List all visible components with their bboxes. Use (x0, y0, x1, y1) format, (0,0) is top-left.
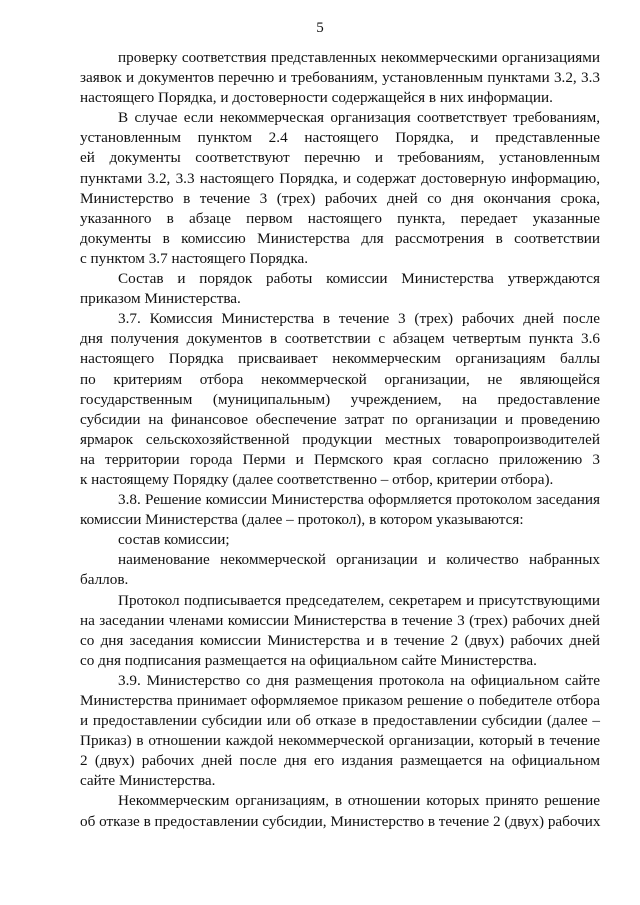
text-line: указанного в абзаце первом настоящего пункта, передает указанные (80, 209, 600, 227)
text-line: 3.9. Министерство со дня размещения протокола на официальном сайте (118, 671, 600, 689)
text-line: В случае если некоммерческая организация соответствует требованиям, (118, 109, 600, 127)
document-body (80, 48, 600, 832)
paragraph (80, 490, 600, 530)
text-line: и предоставлении субсидии или об отказе в предоставлении субсидии (далее – (80, 712, 600, 730)
text-line: проверку соответствия представленных некоммерческими организациями (118, 49, 600, 66)
text-line: документы в комиссию Министерства для рассмотрения в соответствии (80, 229, 600, 247)
text-line: комиссии Министерства (далее – протокол), в котором указываются: (80, 511, 524, 529)
text-line: заявок и документов перечню и требованиям, установленным пунктами 3.2, 3.3 (80, 69, 600, 87)
text-line: Некоммерческим организациям, в отношении которых принято решение (118, 792, 600, 810)
page-number: 5 (316, 20, 324, 36)
text-line: Состав и порядок работы комиссии Министерства утверждаются (118, 270, 600, 288)
text-line: пунктами 3.2, 3.3 настоящего Порядка, и содержат достоверную информацию, (80, 169, 600, 187)
text-line: приказом Министерства. (80, 290, 241, 308)
paragraph (80, 530, 600, 550)
text-line: со дня заседания комиссии Министерства и в течение 2 (двух) рабочих дней (80, 631, 600, 649)
text-line: на территории города Перми и Пермского края согласно приложению 3 (80, 450, 600, 468)
text-line: с пунктом 3.7 настоящего Порядка. (80, 249, 309, 267)
text-line: по критериям отбора некоммерческой организации, не являющейся (80, 370, 600, 388)
paragraph (80, 550, 600, 590)
text-line: на заседании членами комиссии Министерства в течение 3 (трех) рабочих дней (80, 611, 600, 629)
text-line: государственным (муниципальным) учреждением, на предоставление (80, 390, 600, 408)
text-line: ярмарок сельскохозяйственной продукции местных товаропроизводителей (80, 430, 600, 448)
text-line: Министерство в течение 3 (трех) рабочих дней со дня окончания срока, (80, 189, 600, 207)
paragraph (80, 108, 600, 269)
paragraph (80, 791, 600, 831)
text-line: со дня подписания размещается на официальном сайте Министерства. (80, 651, 537, 669)
text-line: Министерства принимает оформляемое приказом решение о победителе отбора (80, 692, 600, 709)
text-line: субсидии на финансовое обеспечение затрат по организации и проведению (80, 410, 600, 428)
text-line: ей документы соответствуют перечню и требованиям, установленным (80, 149, 600, 167)
text-line: 3.7. Комиссия Министерства в течение 3 (трех) рабочих дней после (118, 310, 600, 328)
text-line: об отказе в предоставлении субсидии, Министерство в течение 2 (двух) рабочих (80, 812, 601, 830)
paragraph (80, 48, 600, 108)
text-line: Протокол подписывается председателем, секретарем и присутствующими (118, 591, 600, 609)
text-line: 3.8. Решение комиссии Министерства оформляется протоколом заседания (118, 491, 600, 509)
text-line: сайте Министерства. (80, 772, 216, 790)
text-line: 2 (двух) рабочих дней после дня его издания размещается на официальном (80, 752, 600, 770)
text-line: наименование некоммерческой организации и количество набранных (118, 551, 600, 569)
text-line: баллов. (80, 571, 129, 589)
text-line: Приказ) в отношении каждой некоммерческой организации, который в течение (80, 732, 600, 750)
text-line: к настоящему Порядку (далее соответственно – отбор, критерии отбора). (80, 470, 554, 488)
text-line: дня получения документов в соответствии с абзацем четвертым пункта 3.6 (80, 330, 600, 348)
text-line: установленным пунктом 2.4 настоящего Порядка, и представленные (80, 129, 600, 147)
text-line: состав комиссии; (118, 531, 230, 549)
text-line: настоящего Порядка, и достоверности содержащейся в них информации. (80, 89, 553, 107)
paragraph (80, 309, 600, 490)
paragraph (80, 269, 600, 309)
paragraph (80, 671, 600, 792)
text-line: настоящего Порядка присваивает некоммерческим организациям баллы (80, 350, 600, 368)
paragraph (80, 591, 600, 671)
